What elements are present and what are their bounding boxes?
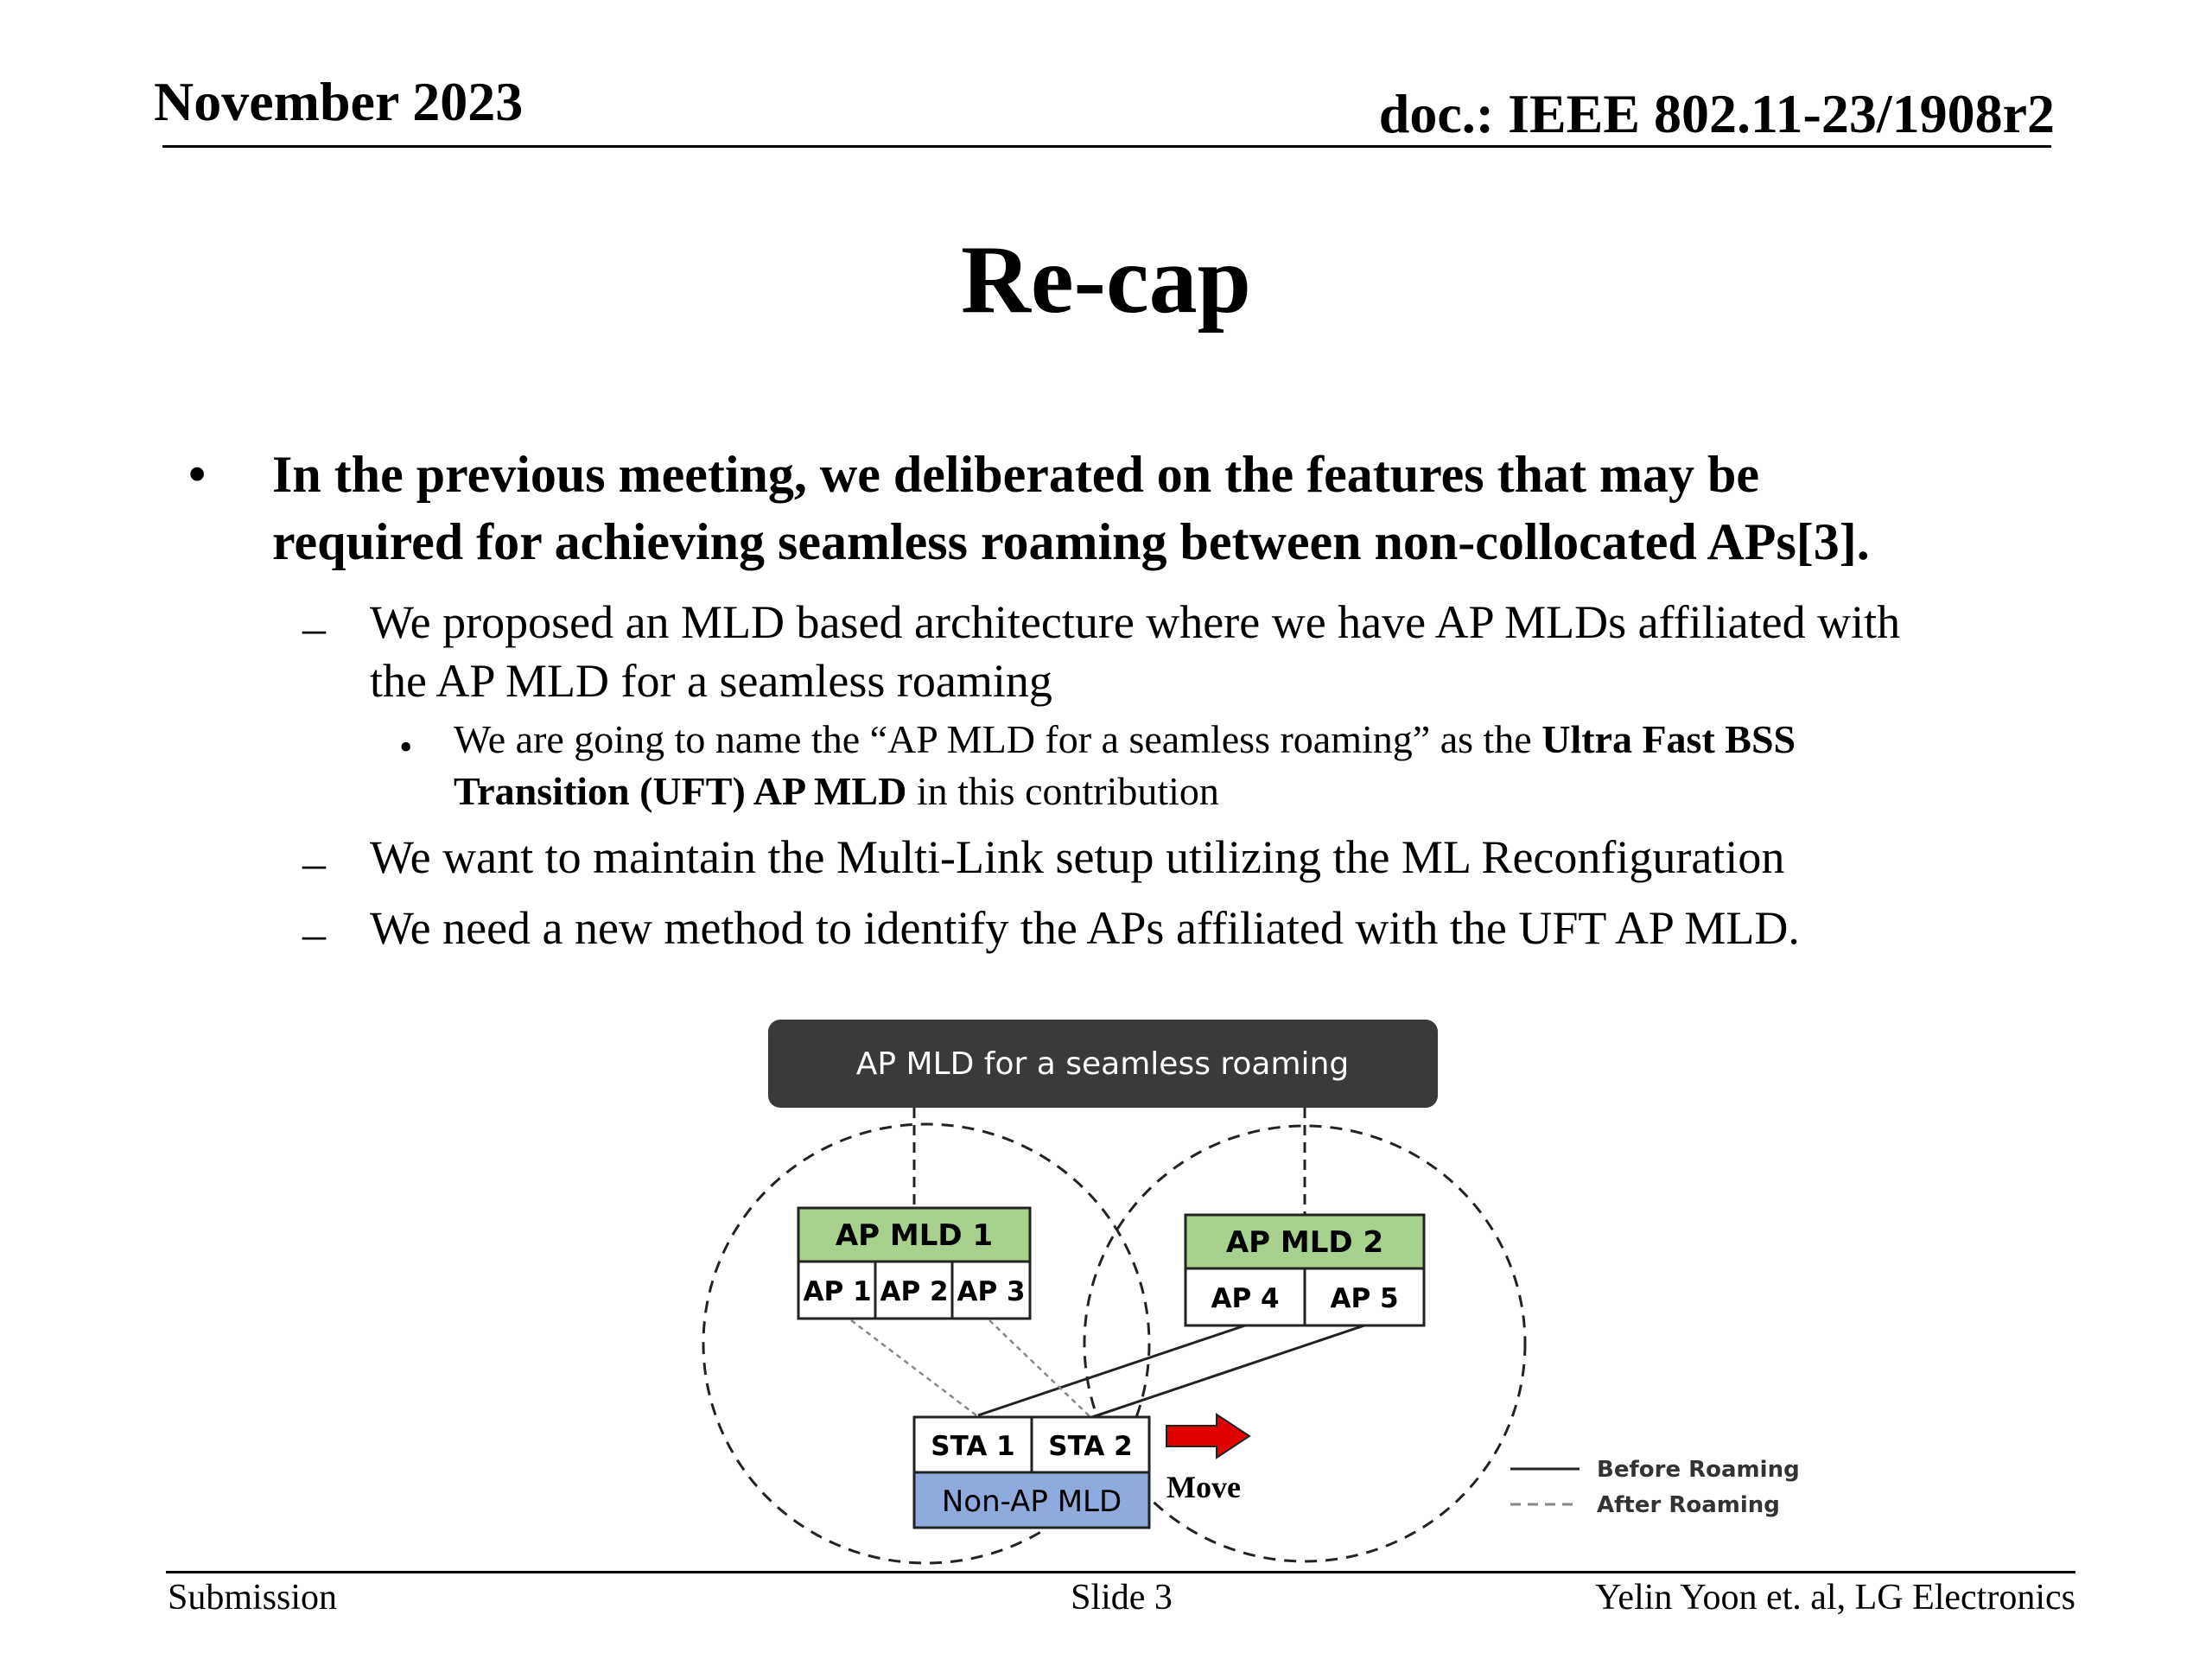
sub-sub-bullet-bold2: Transition (UFT) AP MLD [454,769,907,813]
ap-4-label: AP 4 [1211,1283,1280,1314]
link-before-roaming [1092,1325,1364,1417]
bullet-main-line2: required for achieving seamless roaming between non-collocated APs[3]. [272,513,1870,570]
header-date: November 2023 [154,71,524,132]
ap-2-label: AP 2 [880,1276,949,1307]
slide-title: Re-cap [961,226,1251,334]
ap-mld-1 [798,1208,1030,1319]
ap-1-label: AP 1 [803,1276,872,1307]
sub-bullet-dash: – [302,602,326,654]
legend [1510,1457,1800,1518]
sub-bullet-1-line1: We proposed an MLD based architecture where we have AP MLDs affiliated with [370,596,1901,648]
ap-3-label: AP 3 [957,1276,1026,1307]
move-label: Move [1166,1470,1241,1504]
bullet-main-line1: In the previous meeting, we deliberated on the features that may be [272,446,1759,503]
sub-sub-bullet-part1: We are going to name the “AP MLD for a seamless roaming” as the [454,717,1542,761]
legend-after-label: After Roaming [1597,1492,1780,1518]
bullet-marker: • [188,446,207,502]
footer-author: Yelin Yoon et. al, LG Electronics [1595,1578,2075,1618]
non-ap-mld-label: Non-AP MLD [941,1484,1122,1519]
ap-5-label: AP 5 [1330,1283,1399,1314]
non-ap-mld [914,1417,1149,1528]
sub-bullet-dash: – [302,908,326,960]
footer-submission: Submission [168,1578,338,1618]
move-arrow-icon [1166,1414,1249,1458]
sta-1-label: STA 1 [931,1431,1015,1462]
link-after-roaming [989,1320,1090,1417]
sub-bullet-2-text: We want to maintain the Multi-Link setup utilizing the ML Reconfiguration [370,831,1785,883]
sub-sub-bullet-part2: in this contribution [906,769,1219,813]
sub-bullet-3-text: We need a new method to identify the APs affiliated with the UFT AP MLD. [370,902,1800,954]
uft-ap-mld-label: AP MLD for a seamless roaming [855,1046,1350,1082]
footer-slide-number: Slide 3 [1071,1578,1173,1618]
sub-sub-bullet-bold1: Ultra Fast BSS [1541,717,1796,761]
ap-mld-1-label: AP MLD 1 [835,1218,994,1253]
legend-before-label: Before Roaming [1597,1457,1800,1483]
footer-divider [166,1571,2075,1573]
sub-bullet-1-line2: the AP MLD for a seamless roaming [370,655,1052,707]
ap-mld-2-label: AP MLD 2 [1225,1225,1384,1260]
sta-2-label: STA 2 [1048,1431,1133,1462]
sub-bullet-dash: – [302,837,326,889]
link-after-roaming [851,1320,976,1415]
link-before-roaming [978,1325,1245,1415]
ap-mld-2 [1185,1215,1424,1325]
sub-sub-bullet-marker: • [399,726,413,768]
header-doc-id: doc.: IEEE 802.11-23/1908r2 [1378,83,2055,144]
